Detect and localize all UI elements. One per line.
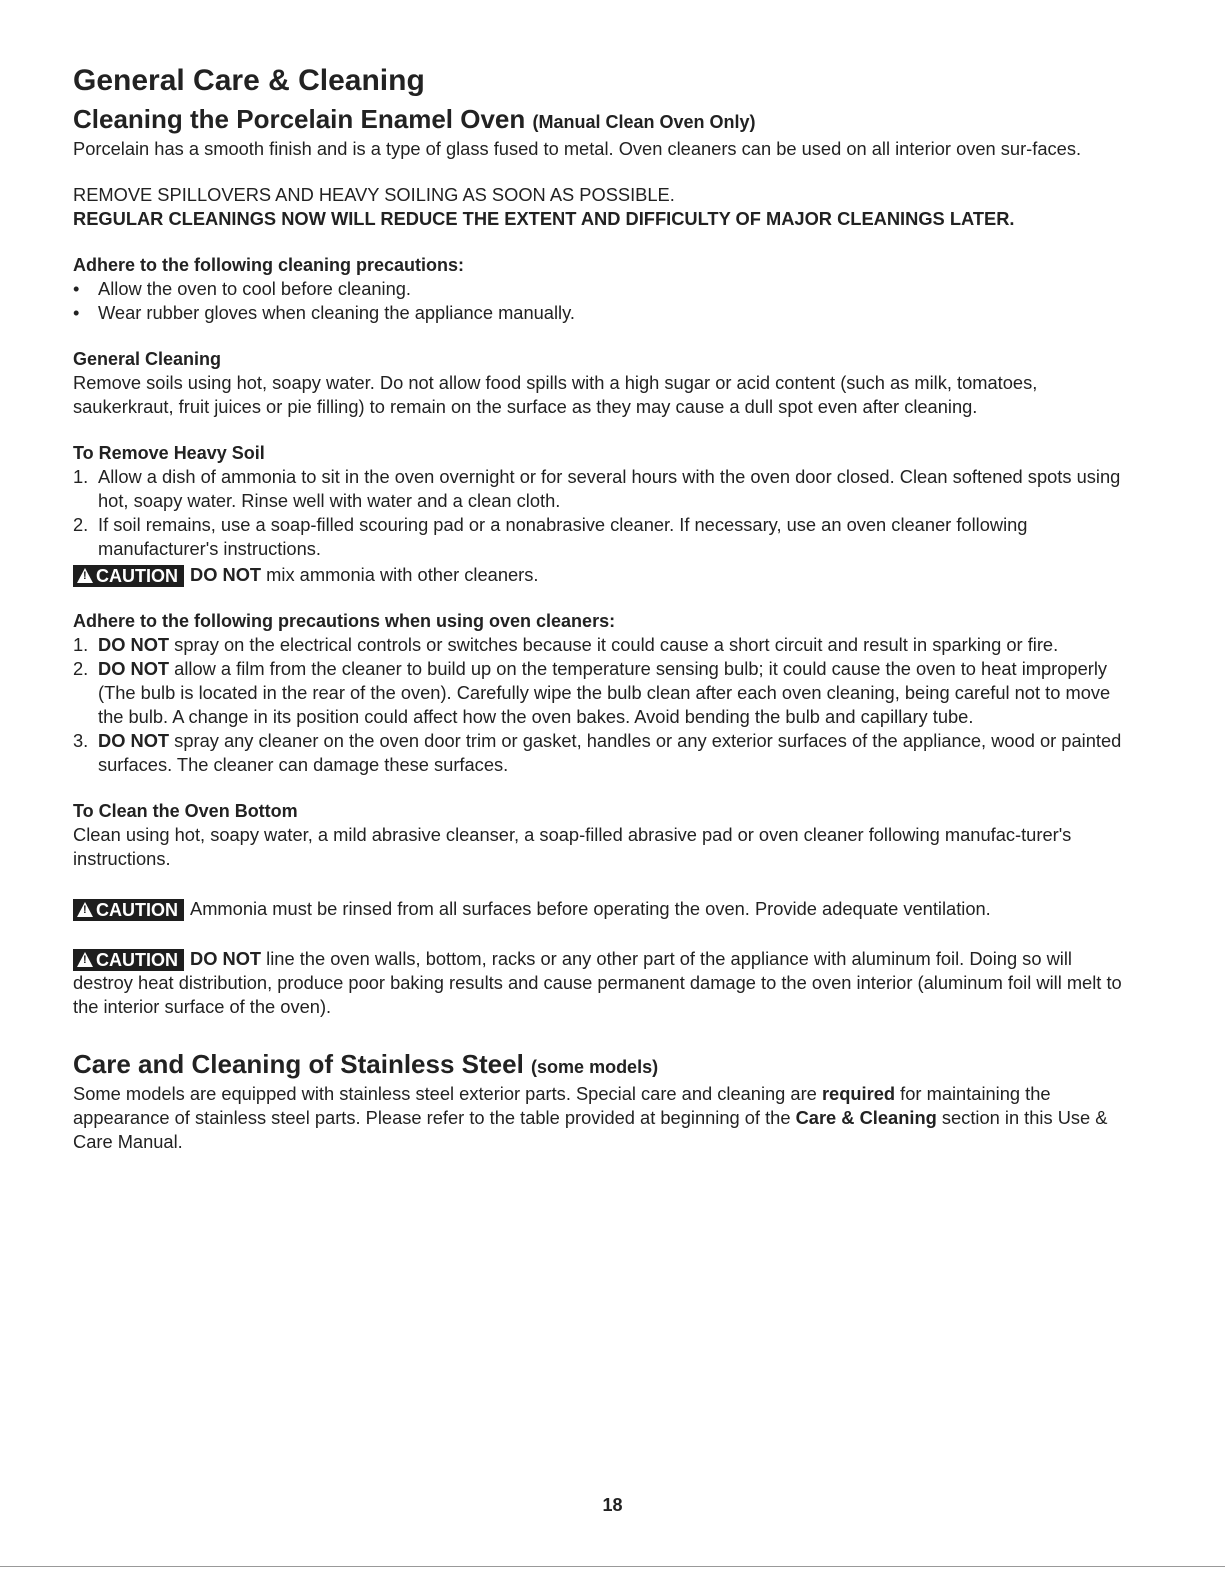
stainless-text-part: section in this Use & Care Manual. [73,1107,1108,1152]
caution-badge [73,899,184,921]
oven-cleaner-heading: Adhere to the following precautions when using oven cleaners: [73,611,616,631]
step-text: spray on the electrical controls or switches because it could cause a short circuit and result in sparking or fire. [169,634,1059,655]
stainless-heading-text: Care and Cleaning of Stainless Steel [73,1049,524,1079]
precautions-list [73,277,1133,325]
step-text: allow a film from the cleaner to build up on the temperature sensing bulb; it could cause the oven to heat improperly (The bulb is located in the rear of the oven). Carefully wipe the bulb clean after each oven cleaning, being careful not to move the bulb. A change in its position could affect how the oven bakes. Avoid bending the bulb and capillary tube. [98,658,1111,727]
porcelain-heading-note: (Manual Clean Oven Only) [532,112,756,132]
stainless-text-part: Some models are equipped with stainless steel exterior parts. Special care and cleaning are [73,1083,822,1104]
do-not-emphasis: DO NOT [98,634,170,655]
notice-remove-spillovers: REMOVE SPILLOVERS AND HEAVY SOILING AS SOON AS POSSIBLE. [73,184,675,205]
bullet-icon: • [73,302,80,323]
caution-aluminum-foil [73,947,1133,1019]
stainless-text [73,1082,1133,1154]
caution-text: line the oven walls, bottom, racks or any other part of the appliance with aluminum foil. Doing so will destroy heat distribution, produce poor baking results and cause permanent damage to the oven interior (aluminum foil will melt to the interior surface of the oven). [73,948,1122,1017]
page-bottom-rule [0,1566,1225,1567]
list-item [73,513,1133,561]
stainless-heading-note: (some models) [531,1057,659,1077]
warning-triangle-icon [77,902,93,917]
do-not-emphasis: DO NOT [190,564,262,585]
list-item [73,465,1133,513]
porcelain-heading-text: Cleaning the Porcelain Enamel Oven [73,104,526,134]
precautions-heading: Adhere to the following cleaning precautions: [73,255,465,275]
step-text: If soil remains, use a soap-filled scouring pad or a nonabrasive cleaner. If necessary, use an oven cleaner following manufacturer's instructions. [98,514,1028,559]
list-item [73,277,1133,301]
caution-badge-label: CAUTION [96,566,178,586]
page-content [73,62,1133,1154]
do-not-emphasis: DO NOT [98,730,170,751]
heavy-soil-heading: To Remove Heavy Soil [73,443,265,463]
oven-cleaner-steps [73,633,1133,777]
step-number: 2. [73,658,89,679]
caution-ammonia-rinse [73,897,1133,921]
section-title: General Care & Cleaning [73,64,425,97]
do-not-emphasis: DO NOT [190,948,262,969]
caution-badge [73,565,184,587]
oven-bottom-heading: To Clean the Oven Bottom [73,801,298,821]
page-number: 18 [602,1495,623,1515]
heavy-soil-steps [73,465,1133,561]
list-item [73,657,1133,729]
general-cleaning-text: Remove soils using hot, soapy water. Do not allow food spills with a high sugar or acid content (such as milk, tomatoes, saukerkraut, fruit juices or pie filling) to remain on the surface as they may cause a dull spot even after cleaning. [73,372,1038,417]
step-text: Allow a dish of ammonia to sit in the oven overnight or for several hours with the oven door closed. Clean softened spots using hot, soapy water. Rinse well with water and a clean cloth. [98,466,1121,511]
warning-triangle-icon [77,952,93,967]
notice-regular-cleanings: REGULAR CLEANINGS NOW WILL REDUCE THE EXTENT AND DIFFICULTY OF MAJOR CLEANINGS LATER. [73,208,1015,229]
warning-triangle-icon [77,568,93,583]
list-item [73,633,1133,657]
caution-text: mix ammonia with other cleaners. [261,564,539,585]
stainless-text-part: for maintaining the appearance of stainless steel parts. Please refer to the table provided at beginning of the [73,1083,1051,1128]
step-number: 1. [73,466,89,487]
oven-bottom-text: Clean using hot, soapy water, a mild abrasive cleanser, a soap-filled abrasive pad or oven cleaner following manufac-turer's instructions. [73,824,1072,869]
step-number: 2. [73,514,89,535]
porcelain-heading [73,104,1133,137]
step-number: 1. [73,634,89,655]
required-emphasis: required [821,1083,896,1104]
bullet-icon: • [73,278,80,299]
general-cleaning-heading: General Cleaning [73,349,222,369]
list-item-text: Wear rubber gloves when cleaning the appliance manually. [98,302,575,323]
care-cleaning-emphasis: Care & Cleaning [795,1107,937,1128]
step-number: 3. [73,730,89,751]
do-not-emphasis: DO NOT [98,658,170,679]
caution-ammonia-mix [73,563,1133,587]
caution-badge-label: CAUTION [96,900,178,920]
list-item [73,729,1133,777]
list-item [73,301,1133,325]
porcelain-intro: Porcelain has a smooth finish and is a type of glass fused to metal. Oven cleaners can be used on all interior oven sur-faces. [73,138,1082,159]
caution-text: Ammonia must be rinsed from all surfaces before operating the oven. Provide adequate ventilation. [190,898,991,919]
stainless-heading [73,1049,1133,1082]
caution-badge [73,949,184,971]
step-text: spray any cleaner on the oven door trim or gasket, handles or any exterior surfaces of the appliance, wood or painted surfaces. The cleaner can damage these surfaces. [98,730,1122,775]
caution-badge-label: CAUTION [96,950,178,970]
list-item-text: Allow the oven to cool before cleaning. [98,278,412,299]
